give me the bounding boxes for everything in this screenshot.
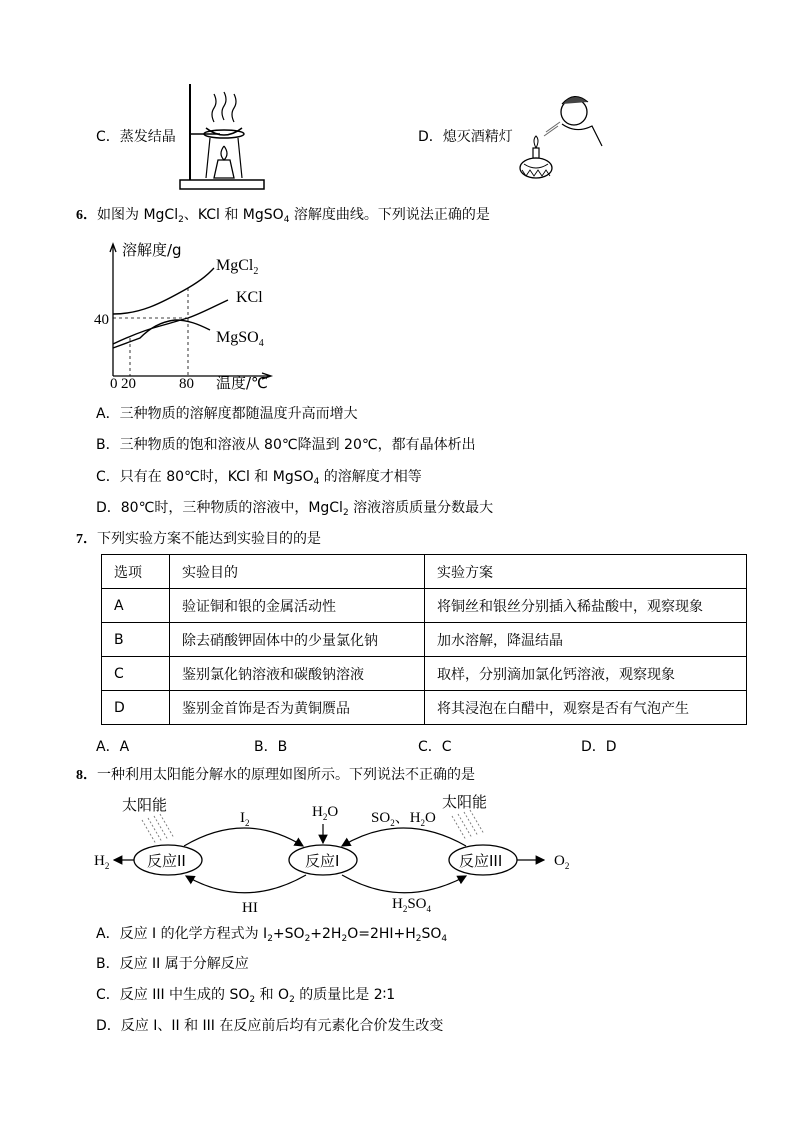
option-text: SO [421,926,442,942]
option-text: A．反应 I 的化学方程式为 I [96,926,268,942]
sun-energy-right: 太阳能 [442,793,488,811]
q5-option-c: C．蒸发结晶 [96,129,176,145]
q6-option-a: A．三种物质的溶解度都随温度升高而增大 [96,406,358,422]
table-cell: 取样，分别滴加氯化钙溶液，观察现象 [425,657,747,691]
table-header-row [102,555,747,589]
subscript: 2 [289,995,295,1005]
solubility-curve-graph [90,232,290,394]
subscript: 2 [342,508,349,518]
q6-option-c [96,468,422,486]
table-cell: 鉴别金首饰是否为黄铜赝品 [170,691,425,725]
header-cell: 实验方案 [425,555,747,589]
q8-option-d: D．反应 I、II 和 III 在反应前后均有元素化合价发生改变 [96,1018,444,1034]
mgcl2-label: MgCl$_2$ [216,257,259,277]
q8-option-a [96,925,447,943]
water-splitting-diagram [90,790,580,914]
question-number: 6． [76,208,97,223]
mgcl2-curve [113,268,214,314]
table-cell: C [102,657,170,691]
option-text: +2H [310,926,342,942]
q6-option-b: B．三种物质的饱和溶液从 80℃降温到 20℃，都有晶体析出 [96,437,476,453]
q7-option-a: A．A [96,739,130,755]
h2o-label: $H_2O$ [312,804,339,822]
q8-option-b: B．反应 II 属于分解反应 [96,956,249,972]
q8-stem [76,766,475,785]
h2so4-arrow [342,875,466,893]
table-cell: 鉴别氯化钠溶液和碳酸钠溶液 [170,657,425,691]
stem-text: 下列实验方案不能达到实验目的的是 [97,531,321,547]
table-cell: 验证铜和银的金属活动性 [170,589,425,623]
option-text: 的质量比是 2∶1 [294,987,396,1003]
question-number: 8． [76,768,97,783]
subscript: 4 [313,477,320,487]
reaction-iii-label: 反应III [459,852,503,870]
table-cell: A [102,589,170,623]
table-cell: 将铜丝和银丝分别插入稀盐酸中，观察现象 [425,589,747,623]
so2-h2o-arrow [342,828,466,846]
mgso4-label: MgSO$_4$ [216,329,264,349]
table-row [102,589,747,623]
reaction-ii-label: 反应II [147,852,186,870]
option-text: C．反应 III 中生成的 SO [96,987,250,1003]
question-number: 7． [76,532,97,547]
tick-20: 20 [121,376,136,392]
table-cell: B [102,623,170,657]
option-text: C．只有在 80℃时，KCl 和 MgSO [96,469,314,485]
table-row [102,691,747,725]
sun-rays-left [142,814,174,844]
subscript: 2 [304,934,311,944]
tick-80: 80 [179,376,194,392]
q7-option-c: C．C [418,739,452,755]
kcl-label: KCl [236,289,263,306]
table-cell: 除去硝酸钾固体中的少量氯化钠 [170,623,425,657]
subscript: 2 [415,934,422,944]
kcl-curve [113,300,228,344]
sun-energy-left: 太阳能 [122,796,168,814]
q5-option-d: D．熄灭酒精灯 [418,129,513,145]
header-cell: 选项 [102,555,170,589]
subscript: 2 [341,934,348,944]
subscript: 2 [249,995,256,1005]
option-text: 溶液溶质质量分数最大 [348,500,494,516]
subscript: 2 [267,934,273,944]
table-row [102,623,747,657]
o2-label: $O_2$ [554,853,570,871]
subscript: 4 [441,934,448,944]
extinguish-lamp-illustration [516,92,606,184]
hi-arrow [186,875,306,893]
tick-0: 0 [110,376,118,392]
subscript: 4 [283,215,290,225]
table-cell: 加水溶解，降温结晶 [425,623,747,657]
header-cell: 实验目的 [170,555,425,589]
table-cell: 将其浸泡在白醋中，观察是否有气泡产生 [425,691,747,725]
i2-arrow [184,828,303,846]
stem-text: 一种利用太阳能分解水的原理如图所示。下列说法不正确的是 [97,767,475,783]
table-cell: D [102,691,170,725]
reaction-i-label: 反应I [305,852,340,870]
tick-40: 40 [94,312,109,328]
hi-label: HI [242,900,258,914]
stem-part: 、KCl 和 MgSO [183,207,284,223]
mgso4-curve [113,320,210,348]
q8-option-c [96,986,395,1004]
sun-rays-right [452,810,484,840]
q7-stem [76,530,321,549]
option-text: +SO [272,926,305,942]
stem-part: 如图为 MgCl [97,207,179,223]
h2-label: $H_2$ [94,853,110,871]
y-axis-label: 溶解度/g [122,241,182,259]
q6-option-d [96,499,493,517]
q6-stem [76,206,490,225]
evaporation-apparatus-illustration [176,80,268,192]
i2-label: $I_2$ [240,810,250,828]
option-text: D．80℃时，三种物质的溶液中，MgCl [96,500,343,516]
stem-part: 溶解度曲线。下列说法正确的是 [289,207,490,223]
h2so4-label: $H_2SO_4$ [392,896,432,914]
q7-option-d: D．D [581,739,617,755]
q7-option-b: B．B [254,739,288,755]
x-axis-label: 温度/℃ [216,374,268,392]
option-text: O=2HI+H [347,926,416,942]
experiment-table [101,554,747,725]
option-text: 和 O [255,987,290,1003]
so2-h2o-label: $SO_2$、$H_2O$ [371,810,436,828]
subscript: 2 [178,215,184,225]
table-row [102,657,747,691]
option-text: 的溶解度才相等 [319,469,422,485]
